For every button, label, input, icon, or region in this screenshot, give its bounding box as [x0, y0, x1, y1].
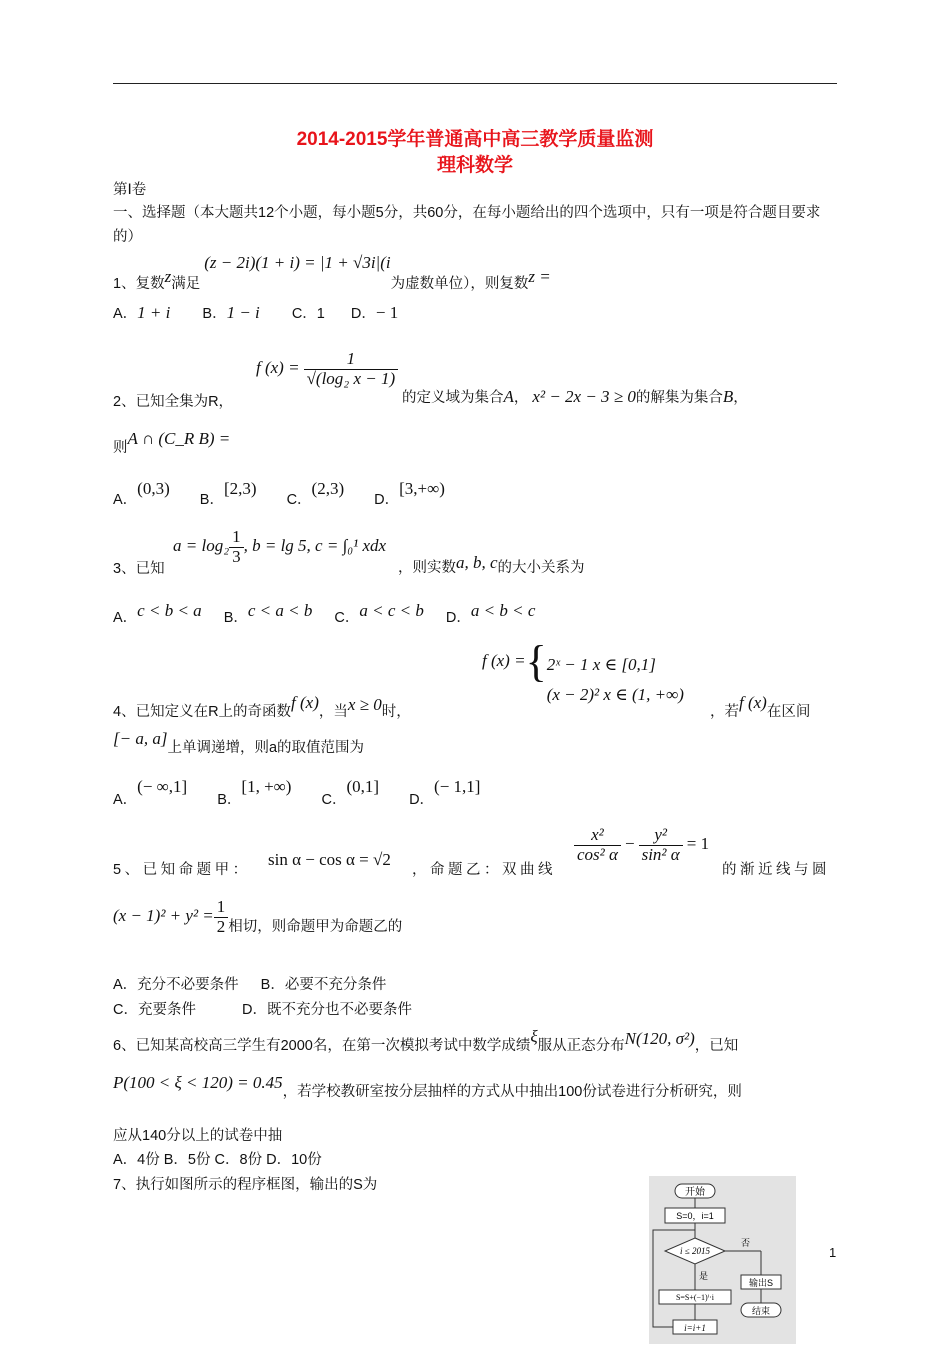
q2-opt-c-label: C．	[286, 492, 312, 508]
q2-f-numerator: 1	[304, 350, 399, 370]
flow-output: 输出S	[748, 1278, 774, 1288]
q2-opt-b-label: B．	[199, 492, 224, 508]
q2-expr: A ∩ (C_R B) =	[127, 429, 231, 448]
q2-t3: ，	[733, 390, 748, 406]
q6-line-3: 应从140分以上的试卷中抽	[113, 1128, 283, 1144]
q1-opt-b-label: B．	[202, 306, 227, 322]
q4-t1: ，当	[318, 704, 348, 720]
q1-opt-d-label: D．	[350, 306, 376, 322]
q3-abc: a, b, c	[456, 553, 498, 572]
q6-xi: ξ	[530, 1027, 538, 1046]
q4-fdef: f (x) =	[482, 651, 526, 670]
q3-line	[398, 552, 585, 576]
q1-opt-c: 1	[316, 306, 325, 322]
q4-t4: 在区间	[766, 704, 811, 720]
q2-f: f (x) =	[256, 358, 300, 378]
flow-condition: i ≤ 2015	[680, 1246, 710, 1256]
q3-opt-d: a < b < c	[470, 601, 536, 620]
q2-comma: ，	[513, 390, 529, 406]
q4-piecewise	[482, 637, 684, 712]
q4-options	[113, 776, 481, 808]
q6-text-1: 6、已知某高校高三学生有2000名，在第一次模拟考试中数学成绩	[113, 1038, 531, 1054]
q2-t4: 则	[113, 440, 128, 456]
q3-lead: 3、已知	[113, 561, 165, 577]
q2-options	[113, 478, 445, 508]
q4-fx: f (x)	[291, 693, 319, 712]
q2-opt-b: [2,3)	[223, 479, 257, 498]
q4-opt-d: (− 1,1]	[434, 777, 481, 796]
q4-opt-d-label: D．	[409, 792, 435, 808]
q1-paren: (i	[380, 253, 391, 272]
q4-fx2: f (x)	[739, 693, 767, 712]
q6-normal: N(120, σ²)	[624, 1029, 695, 1048]
flow-end: 结束	[751, 1306, 771, 1316]
q5-h-den-1: cos² α	[577, 844, 618, 864]
q1-z: z	[164, 267, 172, 286]
q5-h-num-2: y²	[639, 826, 683, 846]
q5-circle-num: 1	[214, 898, 229, 918]
q5-h-den-2: sin² α	[641, 844, 680, 864]
q5-hyperbola	[574, 826, 709, 864]
exam-subtitle: 理科数学	[436, 155, 513, 176]
q5-options-row-2	[113, 998, 412, 1019]
q1-opt-b: 1 − i	[226, 303, 260, 322]
q5-circle	[113, 898, 402, 936]
q6-probability: P(100 < ξ < 120) = 0.45	[113, 1073, 283, 1092]
flowchart-svg	[649, 1176, 796, 1344]
q1-opt-c-label: C．	[291, 306, 317, 322]
q3-opt-a-label: A．	[113, 610, 138, 626]
q2-line	[402, 386, 748, 407]
q6-line-1	[113, 1027, 739, 1055]
q3-opt-c: a < c < b	[359, 601, 424, 620]
q4-line	[113, 693, 411, 721]
q2-question	[113, 428, 231, 456]
q3-t2: 的大小关系为	[497, 560, 585, 576]
q6-line-2	[113, 1072, 742, 1100]
q4-t5: 上单调递增，则a的取值范围为	[167, 740, 365, 756]
flow-init: S=0，i=1	[676, 1211, 714, 1221]
q4-opt-b-label: B．	[217, 792, 242, 808]
header-rule	[113, 83, 837, 84]
q5-h-minus: −	[624, 834, 635, 854]
q2-lead: 2、已知全集为R，	[113, 394, 234, 410]
q3-opt-b: c < a < b	[247, 601, 313, 620]
flow-body: S=S+(−1)ⁱ·i	[675, 1293, 715, 1302]
q4-line-2	[710, 693, 811, 721]
q2-A: A	[503, 387, 514, 406]
q1-expr: (z − 2i)(1 + i) = |1 + √3i|	[204, 253, 381, 272]
instructions: 一、选择题（本大题共12个小题，每小题5分，共60分，在每小题给出的四个选项中，只有一项是符合题目要求的）	[113, 205, 821, 245]
q1-lead: 1、复数	[113, 276, 165, 292]
q5-opt-d: D．既不充分也不必要条件	[241, 1002, 412, 1018]
q3-a: a = log₂	[173, 536, 230, 556]
q4-interval: [− a, a]	[113, 729, 168, 748]
q4-condition: x ≥ 0	[347, 695, 382, 714]
exam-title: 2014-2015学年普通高中高三教学质量监测	[296, 129, 654, 150]
q3-third-denominator: 3	[232, 546, 241, 566]
q5-options-row-1	[113, 973, 386, 994]
q6-t2: ，已知	[694, 1038, 739, 1054]
q5-t1: ，命题乙：双曲线	[412, 862, 556, 878]
q2-opt-d: [3,+∞)	[399, 479, 445, 498]
page-number: 1	[829, 1245, 837, 1260]
flow-yes: 是	[699, 1271, 709, 1281]
q5-h-num-1: x²	[574, 826, 621, 846]
q5-circle-den: 2	[216, 916, 226, 936]
q4-brace: {	[525, 637, 547, 686]
q5-h-eq: = 1	[686, 834, 710, 854]
flow-inc: i=i+1	[684, 1323, 706, 1333]
q5-opt-c: C．充要条件	[113, 1002, 196, 1018]
q5-expr-1: sin α − cos α = √2	[268, 850, 391, 869]
q1-t1: 满足	[171, 276, 201, 292]
q2-t2: 的解集为集合	[635, 390, 723, 406]
q2-B: B	[722, 387, 734, 406]
q5-circle-expr: (x − 1)² + y² =	[113, 906, 214, 926]
q2-function	[256, 350, 398, 388]
q3-bc: , b = lg 5, c = ∫₀¹ xdx	[243, 536, 387, 556]
q7-text: 7、执行如图所示的程序框图，输出的S为	[113, 1177, 378, 1193]
q6-options: A．4份 B．5份 C．8份 D．10份	[113, 1152, 322, 1168]
q1-t2: 为虚数单位），则复数	[390, 276, 529, 292]
q2-opt-a: (0,3)	[137, 479, 170, 498]
q1-opt-d: − 1	[375, 303, 399, 322]
q5-opt-a: A．充分不必要条件	[113, 977, 239, 993]
q6-t3: ，若学校教研室按分层抽样的方式从中抽出100份试卷进行分析研究，则	[282, 1084, 742, 1100]
q2-opt-c: (2,3)	[311, 479, 345, 498]
flowchart	[649, 1176, 796, 1344]
flow-start: 开始	[685, 1187, 705, 1198]
q3-opt-c-label: C．	[334, 610, 360, 626]
q4-opt-c: (0,1]	[346, 777, 380, 796]
q3-opt-d-label: D．	[445, 610, 471, 626]
q4-case-2: (x − 2)² x ∈ (1, +∞)	[546, 685, 684, 704]
q4-opt-a-label: A．	[113, 792, 138, 808]
q6-t1: 服从正态分布	[537, 1038, 625, 1054]
q4-lead: 4、已知定义在R上的奇函数	[113, 704, 292, 720]
q4-case-1: 2ˣ − 1 x ∈ [0,1]	[546, 655, 656, 674]
q2-f-denominator: √(log₂ x − 1)	[306, 368, 396, 388]
q2-opt-a-label: A．	[113, 492, 138, 508]
flow-no: 否	[741, 1238, 751, 1248]
q3-definitions	[173, 528, 386, 566]
q4-opt-a: (− ∞,1]	[137, 777, 188, 796]
question-1	[113, 252, 551, 292]
q4-line-3	[113, 728, 365, 756]
q3-t1: ，则实数	[398, 560, 456, 576]
q1-z2: z =	[528, 267, 551, 286]
q4-opt-b: [1, +∞)	[241, 777, 292, 796]
q5-lead: 5、已知命题甲：	[113, 862, 251, 878]
q2-inequality: x² − 2x − 3 ≥ 0	[532, 387, 636, 406]
q4-opt-c-label: C．	[321, 792, 347, 808]
q2-t1: 的定义域为集合	[402, 390, 504, 406]
q1-opt-a: 1 + i	[137, 303, 171, 322]
q4-t2: 时，	[381, 704, 411, 720]
q3-opt-a: c < b < a	[137, 601, 202, 620]
q3-opt-b-label: B．	[223, 610, 248, 626]
q5-t3: 相切，则命题甲为命题乙的	[228, 919, 403, 936]
q4-t3: ，若	[710, 704, 739, 720]
q2-opt-d-label: D．	[374, 492, 400, 508]
q5-opt-b: B．必要不充分条件	[260, 977, 387, 993]
q5-t2: 的渐近线与圆	[722, 862, 830, 878]
q3-third-numerator: 1	[229, 528, 244, 548]
q1-opt-a-label: A．	[113, 306, 138, 322]
volume-label: 第Ⅰ卷	[113, 182, 147, 198]
q1-options	[113, 302, 398, 323]
q3-options	[113, 600, 536, 626]
